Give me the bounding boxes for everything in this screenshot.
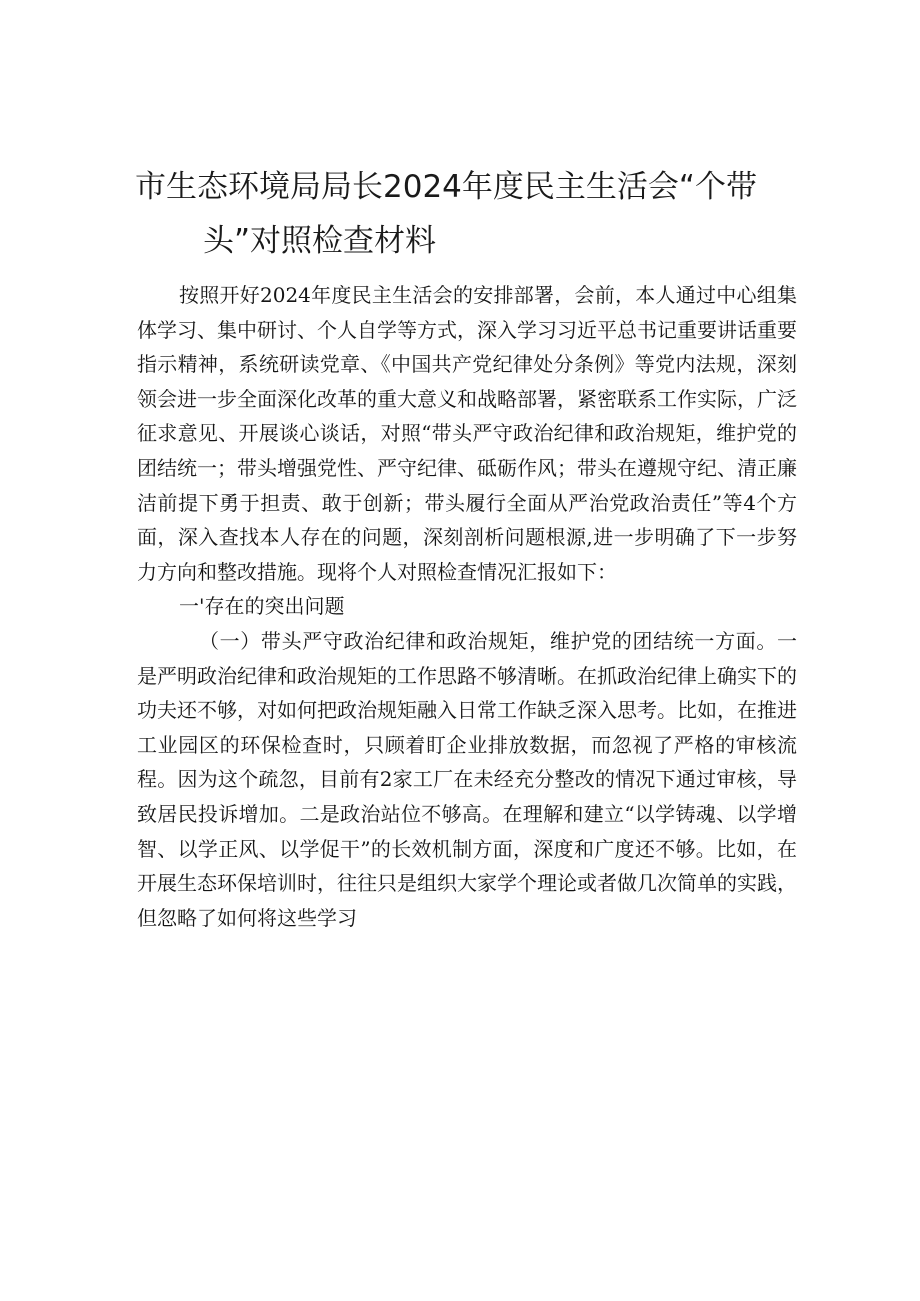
document-title [135, 160, 795, 268]
document-body [137, 278, 797, 935]
intro-paragraph: 按照开好2024年度民主生活会的安排部署，会前，本人通过中心组集体学习、集中研讨、个人自学等方式，深入学习习近平总书记重要讲话重要指示精神，系统研读党章、《中国共产党纪律处分条例》等党内法规，深刻领会进一步全面深化改革的重大意义和战略部署，紧密联系工作实际，广泛征求意见、开展谈心谈话，对照“带头严守政治纪律和政治规矩，维护党的团结统一；带头增强党性、严守纪律、砥砺作风；带头在遵规守纪、清正廉洁前提下勇于担责、敢于创新；带头履行全面从严治党政治责任”等4个方面，深入查找本人存在的问题，深刻剖析问题根源,进一步明确了下一步努力方向和整改措施。现将个人对照检查情况汇报如下： [137, 283, 797, 584]
subsection-paragraph: （一）带头严守政治纪律和政治规矩，维护党的团结统一方面。一是严明政治纪律和政治规矩的工作思路不够清晰。在抓政治纪律上确实下的功夫还不够，对如何把政治规矩融入日常工作缺乏深入思考。比如，在推进工业园区的环保检查时，只顾着盯企业排放数据，而忽视了严格的审核流程。因为这个疏忽，目前有2家工厂在未经充分整改的情况下通过审核，导致居民投诉增加。二是政治站位不够高。在理解和建立“以学铸魂、以学增智、以学正风、以学促干”的长效机制方面，深度和广度还不够。比如，在开展生态环保培训时，往往只是组织大家学个理论或者做几次简单的实践，但忽略了如何将这些学习 [137, 628, 797, 930]
title-line-1: 市生态环境局局长2024年度民主生活会“个带 [135, 169, 757, 205]
section-heading: 一'存在的突出问题 [179, 594, 345, 619]
title-line-2: 头”对照检查材料 [203, 223, 437, 259]
